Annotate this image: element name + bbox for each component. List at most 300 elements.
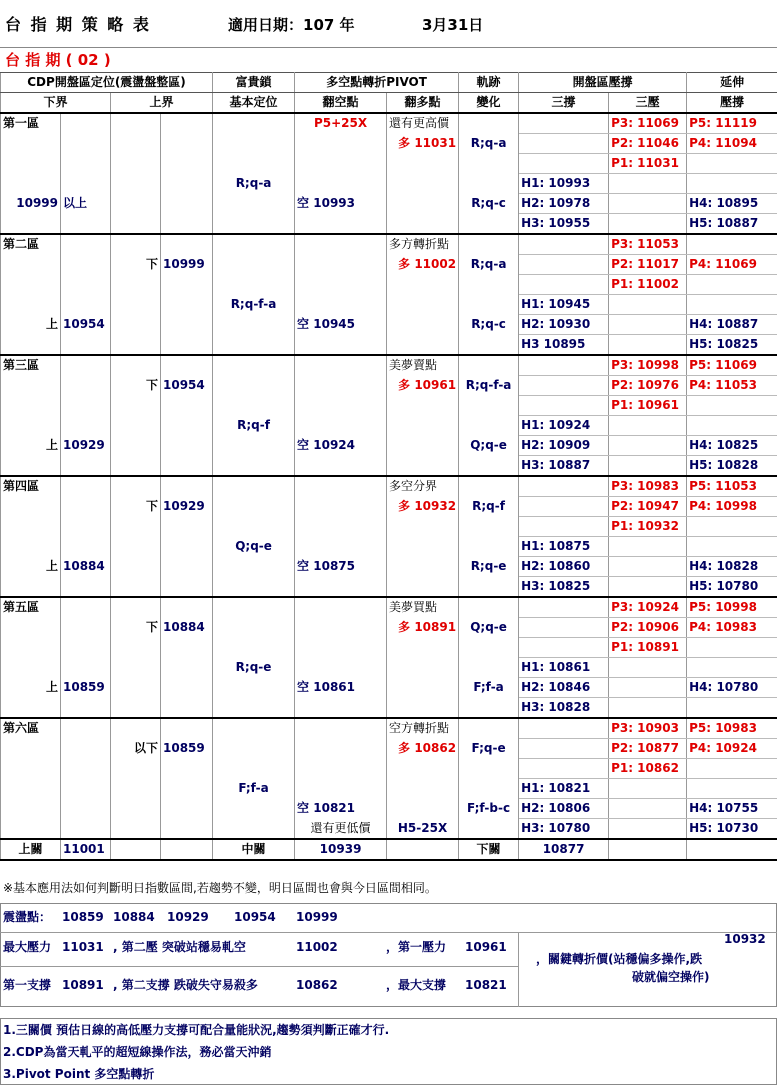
cell xyxy=(161,315,213,335)
cell xyxy=(61,819,111,840)
kong-label: 空 xyxy=(297,196,310,210)
up-value: 10884 xyxy=(61,557,111,577)
cell xyxy=(213,396,295,416)
col-san-cheng: 三撐 xyxy=(519,93,609,114)
h1-value: H1: 10924 xyxy=(519,416,609,436)
zone-row xyxy=(1,315,777,335)
cell xyxy=(111,557,161,577)
p5-value: P5: 11069 xyxy=(687,355,777,376)
max-support-label: ，最大支撐 xyxy=(386,978,447,992)
col-lower: 下界 xyxy=(1,93,111,114)
shake-value-2: 10884 xyxy=(113,910,155,924)
cell xyxy=(161,759,213,779)
h3-value: H3: 10887 xyxy=(519,456,609,477)
lower-value: 10999 xyxy=(1,194,61,214)
kong-note xyxy=(295,335,387,356)
pivot-note: 多方轉折點 xyxy=(387,234,459,255)
p1-value: P1: 10891 xyxy=(609,638,687,658)
cell xyxy=(161,194,213,214)
h5-value: H5: 10825 xyxy=(687,335,777,356)
zone-row xyxy=(1,376,777,396)
cell xyxy=(161,174,213,194)
cell xyxy=(459,335,519,356)
cell xyxy=(387,779,459,799)
p2-value: P2: 11046 xyxy=(609,134,687,154)
cell xyxy=(61,416,111,436)
basic-position: F;f-a xyxy=(213,779,295,799)
cell xyxy=(1,376,61,396)
cell xyxy=(61,396,111,416)
cell xyxy=(1,134,61,154)
h4-value: H4: 10780 xyxy=(687,678,777,698)
cell xyxy=(111,335,161,356)
zone-row xyxy=(1,396,777,416)
top-note xyxy=(295,718,387,739)
kong-label: 空 xyxy=(297,801,310,815)
p1-value: P1: 11002 xyxy=(609,275,687,295)
cell xyxy=(1,497,61,517)
bottom-note xyxy=(387,577,459,598)
zone-row xyxy=(1,537,777,557)
footer-line-1: 1.三關價 預估日線的高低壓力支撐可配合量能狀況,趨勢須判斷正確才行. xyxy=(3,1023,390,1037)
key-line-2: 破就偏空操作) xyxy=(632,970,710,984)
p5-value: P5: 11053 xyxy=(687,476,777,497)
zone-row xyxy=(1,557,777,577)
h1-value: H1: 10945 xyxy=(519,295,609,315)
cell xyxy=(295,779,387,799)
cell xyxy=(61,597,111,618)
zone-row xyxy=(1,497,777,517)
first-pressure-value: 10961 xyxy=(465,940,507,954)
cell xyxy=(609,577,687,598)
zone-name: 第四區 xyxy=(1,476,61,497)
cell xyxy=(61,134,111,154)
top-note xyxy=(295,476,387,497)
strategy-table xyxy=(0,72,777,861)
cell xyxy=(519,396,609,416)
h1-value: H1: 10861 xyxy=(519,658,609,678)
p1-value: P1: 10932 xyxy=(609,517,687,537)
h4-value: H4: 10825 xyxy=(687,436,777,456)
kong-label: 空 xyxy=(297,438,310,452)
cell xyxy=(295,275,387,295)
cell xyxy=(161,154,213,174)
p4-value: P4: 11094 xyxy=(687,134,777,154)
zone-name: 第五區 xyxy=(1,597,61,618)
cell xyxy=(1,759,61,779)
p3-value: P3: 10998 xyxy=(609,355,687,376)
cell xyxy=(61,779,111,799)
cell xyxy=(111,678,161,698)
duo-cell xyxy=(387,134,459,154)
cell xyxy=(609,315,687,335)
trail-lower: F;f-a xyxy=(459,678,519,698)
cell xyxy=(387,275,459,295)
cell xyxy=(459,759,519,779)
cell xyxy=(609,799,687,819)
second-pressure-value: 11002 xyxy=(296,940,338,954)
zone-name: 第三區 xyxy=(1,355,61,376)
cell xyxy=(161,275,213,295)
pivot-note: 空方轉折點 xyxy=(387,718,459,739)
cell xyxy=(609,214,687,235)
col-fan-kong: 翻空點 xyxy=(295,93,387,114)
h2-value: H2: 10909 xyxy=(519,436,609,456)
duo-label: 多 xyxy=(398,499,411,513)
max-pressure-label: 最大壓力 xyxy=(3,940,52,954)
zone-row xyxy=(1,718,777,739)
p3-value: P3: 10924 xyxy=(609,597,687,618)
cell xyxy=(61,476,111,497)
h1-value: H1: 10875 xyxy=(519,537,609,557)
cell xyxy=(161,779,213,799)
cell xyxy=(213,819,295,840)
zone-row xyxy=(1,577,777,598)
p2-value: P2: 10947 xyxy=(609,497,687,517)
bottom-note xyxy=(387,335,459,356)
cell xyxy=(295,174,387,194)
cell xyxy=(111,174,161,194)
cell xyxy=(295,416,387,436)
cell xyxy=(61,154,111,174)
cell xyxy=(213,355,295,376)
basic-position: R;q-e xyxy=(213,658,295,678)
trail-lower: Q;q-e xyxy=(459,436,519,456)
cell xyxy=(161,517,213,537)
cell xyxy=(213,759,295,779)
duo-label: 多 xyxy=(398,620,411,634)
up-label: 上 xyxy=(1,315,61,335)
cell xyxy=(161,335,213,356)
cell xyxy=(609,194,687,214)
cell xyxy=(161,113,213,134)
cell xyxy=(1,255,61,275)
cell xyxy=(609,658,687,678)
footer-line-2: 2.CDP為當天軋平的超短線操作法，務必當天沖銷 xyxy=(3,1045,272,1059)
cell xyxy=(111,597,161,618)
cell xyxy=(609,779,687,799)
cell xyxy=(213,335,295,356)
cell xyxy=(459,154,519,174)
duo-label: 多 xyxy=(398,741,411,755)
h3-value: H3: 10955 xyxy=(519,214,609,235)
cell xyxy=(61,799,111,819)
cell xyxy=(459,214,519,235)
cell xyxy=(519,759,609,779)
lower-gate-label: 下關 xyxy=(459,839,519,860)
col-open-zone: 開盤區壓撐 xyxy=(519,73,687,93)
cell xyxy=(687,275,777,295)
cell xyxy=(519,739,609,759)
cell xyxy=(295,134,387,154)
duo-cell xyxy=(387,497,459,517)
cell xyxy=(609,537,687,557)
cell xyxy=(111,759,161,779)
cell xyxy=(519,497,609,517)
cell xyxy=(1,517,61,537)
cell xyxy=(161,718,213,739)
cell xyxy=(161,819,213,840)
header-row-1 xyxy=(1,73,777,93)
cell xyxy=(111,113,161,134)
basic-position: R;q-a xyxy=(213,174,295,194)
second-support-label: , 第二支撐 跌破失守易殺多 xyxy=(113,978,258,992)
zone-row xyxy=(1,698,777,719)
pivot-note: 美夢買點 xyxy=(387,597,459,618)
col-upper: 上界 xyxy=(111,93,213,114)
cell xyxy=(459,698,519,719)
trail-upper: R;q-a xyxy=(459,134,519,154)
cell xyxy=(161,799,213,819)
col-bianhua: 變化 xyxy=(459,93,519,114)
zone-row xyxy=(1,255,777,275)
duo-cell xyxy=(387,739,459,759)
cell xyxy=(459,275,519,295)
col-basic: 基本定位 xyxy=(213,93,295,114)
cell xyxy=(213,456,295,477)
h3-value: H3 10895 xyxy=(519,335,609,356)
h2-value: H2: 10806 xyxy=(519,799,609,819)
cell xyxy=(61,174,111,194)
cell xyxy=(459,396,519,416)
cell xyxy=(1,799,61,819)
zone-row xyxy=(1,335,777,356)
zone-row xyxy=(1,739,777,759)
cell xyxy=(61,456,111,477)
cell xyxy=(161,476,213,497)
cell xyxy=(519,134,609,154)
bottom-note: H5-25X xyxy=(387,819,459,840)
down-label: 下 xyxy=(111,497,161,517)
zone-row xyxy=(1,658,777,678)
cell xyxy=(111,517,161,537)
zone-row xyxy=(1,456,777,477)
max-support-value: 10821 xyxy=(465,978,507,992)
cell xyxy=(459,355,519,376)
kong-cell xyxy=(295,799,387,819)
cell xyxy=(519,113,609,134)
cell xyxy=(519,597,609,618)
zone-row xyxy=(1,597,777,618)
cell xyxy=(111,698,161,719)
cell xyxy=(519,255,609,275)
cell xyxy=(61,537,111,557)
cell xyxy=(213,436,295,456)
col-yanshen: 延伸 xyxy=(687,73,777,93)
zone-row xyxy=(1,134,777,154)
h3-value: H3: 10828 xyxy=(519,698,609,719)
cell xyxy=(161,678,213,698)
cell xyxy=(1,658,61,678)
shake-label: 震盪點： xyxy=(3,910,52,924)
cell xyxy=(61,335,111,356)
cell xyxy=(387,537,459,557)
top-note: P5+25X xyxy=(295,113,387,134)
h4-value: H4: 10887 xyxy=(687,315,777,335)
cell xyxy=(459,113,519,134)
duo-cell xyxy=(387,618,459,638)
p3-value: P3: 10983 xyxy=(609,476,687,497)
upper-gate-value: 11001 xyxy=(61,839,111,860)
cell xyxy=(61,517,111,537)
zone-row xyxy=(1,517,777,537)
kong-value: 10821 xyxy=(313,801,355,815)
cell xyxy=(61,295,111,315)
cell xyxy=(213,497,295,517)
p1-value: P1: 11031 xyxy=(609,154,687,174)
cell xyxy=(519,154,609,174)
cell xyxy=(519,638,609,658)
zone-row xyxy=(1,678,777,698)
cell xyxy=(609,557,687,577)
duo-cell xyxy=(387,376,459,396)
bottom-note xyxy=(387,214,459,235)
cell xyxy=(61,376,111,396)
cell xyxy=(295,376,387,396)
cell xyxy=(459,234,519,255)
cell xyxy=(111,234,161,255)
p2-value: P2: 10906 xyxy=(609,618,687,638)
trail-lower: F;f-b-c xyxy=(459,799,519,819)
down-value: 10859 xyxy=(161,739,213,759)
down-value xyxy=(161,134,213,154)
footer-line-3: 3.Pivot Point 多空點轉折 xyxy=(3,1067,155,1081)
cell xyxy=(1,154,61,174)
cell xyxy=(459,517,519,537)
duo-value: 11002 xyxy=(414,257,457,271)
zone-row xyxy=(1,416,777,436)
cell xyxy=(387,416,459,436)
col-cdp: CDP開盤區定位(震盪盤整區) xyxy=(1,73,213,93)
col-fugui: 富貴鎖 xyxy=(213,73,295,93)
trail-upper: Q;q-e xyxy=(459,618,519,638)
cell xyxy=(295,396,387,416)
h5-value: H5: 10780 xyxy=(687,577,777,598)
cell xyxy=(111,355,161,376)
h4-value: H4: 10828 xyxy=(687,557,777,577)
cell xyxy=(161,577,213,598)
kong-note xyxy=(295,577,387,598)
cell xyxy=(519,376,609,396)
cell xyxy=(687,759,777,779)
cell xyxy=(111,819,161,840)
h5-value: H5: 10887 xyxy=(687,214,777,235)
cell xyxy=(459,638,519,658)
cell xyxy=(213,517,295,537)
basic-position: R;q-f-a xyxy=(213,295,295,315)
h2-value: H2: 10846 xyxy=(519,678,609,698)
cell xyxy=(519,355,609,376)
cell xyxy=(111,295,161,315)
h3-value: H3: 10825 xyxy=(519,577,609,598)
up-value: 10929 xyxy=(61,436,111,456)
cell xyxy=(213,113,295,134)
p5-value xyxy=(687,234,777,255)
cell xyxy=(387,678,459,698)
cell xyxy=(213,376,295,396)
cell xyxy=(111,275,161,295)
cell xyxy=(295,658,387,678)
duo-label: 多 xyxy=(398,257,411,271)
h5-value xyxy=(687,698,777,719)
cell xyxy=(213,134,295,154)
cell xyxy=(609,436,687,456)
kong-cell xyxy=(295,194,387,214)
cell xyxy=(609,456,687,477)
cell xyxy=(687,779,777,799)
zone-row xyxy=(1,436,777,456)
cell xyxy=(61,618,111,638)
kong-note xyxy=(295,456,387,477)
cell xyxy=(213,718,295,739)
cell xyxy=(111,658,161,678)
cell xyxy=(161,234,213,255)
cell xyxy=(1,819,61,840)
cell xyxy=(459,416,519,436)
zone-row xyxy=(1,799,777,819)
cell xyxy=(687,396,777,416)
kong-value: 10945 xyxy=(313,317,355,331)
cell xyxy=(61,658,111,678)
cell xyxy=(1,416,61,436)
h5-value: H5: 10730 xyxy=(687,819,777,840)
cell xyxy=(161,396,213,416)
cell xyxy=(61,113,111,134)
col-san-ya: 三壓 xyxy=(609,93,687,114)
cell xyxy=(213,214,295,235)
down-value: 10929 xyxy=(161,497,213,517)
zone-name: 第一區 xyxy=(1,113,61,134)
cell xyxy=(687,154,777,174)
kong-value: 10875 xyxy=(313,559,355,573)
header-row-2 xyxy=(1,93,777,114)
zone-row xyxy=(1,476,777,497)
zone-name: 第二區 xyxy=(1,234,61,255)
cell xyxy=(519,718,609,739)
subtitle: 台 指 期 ( 02 ) xyxy=(5,51,111,69)
cell xyxy=(111,315,161,335)
p3-value: P3: 11053 xyxy=(609,234,687,255)
cell xyxy=(687,537,777,557)
duo-label: 多 xyxy=(398,378,411,392)
zone-row xyxy=(1,154,777,174)
cell xyxy=(387,295,459,315)
p1-value: P1: 10961 xyxy=(609,396,687,416)
cell xyxy=(111,638,161,658)
cell xyxy=(61,577,111,598)
zone-row xyxy=(1,779,777,799)
cell xyxy=(213,577,295,598)
zone-row xyxy=(1,113,777,134)
cell xyxy=(687,638,777,658)
cell xyxy=(1,779,61,799)
kong-note: 還有更低價 xyxy=(295,819,387,840)
cell xyxy=(61,759,111,779)
cell xyxy=(295,295,387,315)
cell xyxy=(387,174,459,194)
cell xyxy=(213,194,295,214)
cell xyxy=(387,194,459,214)
cell xyxy=(295,154,387,174)
cell xyxy=(459,658,519,678)
up-label: 上 xyxy=(1,557,61,577)
cell xyxy=(111,436,161,456)
trail-upper: R;q-a xyxy=(459,255,519,275)
down-label xyxy=(111,134,161,154)
zone-name: 第六區 xyxy=(1,718,61,739)
cell xyxy=(213,255,295,275)
cell xyxy=(609,416,687,436)
